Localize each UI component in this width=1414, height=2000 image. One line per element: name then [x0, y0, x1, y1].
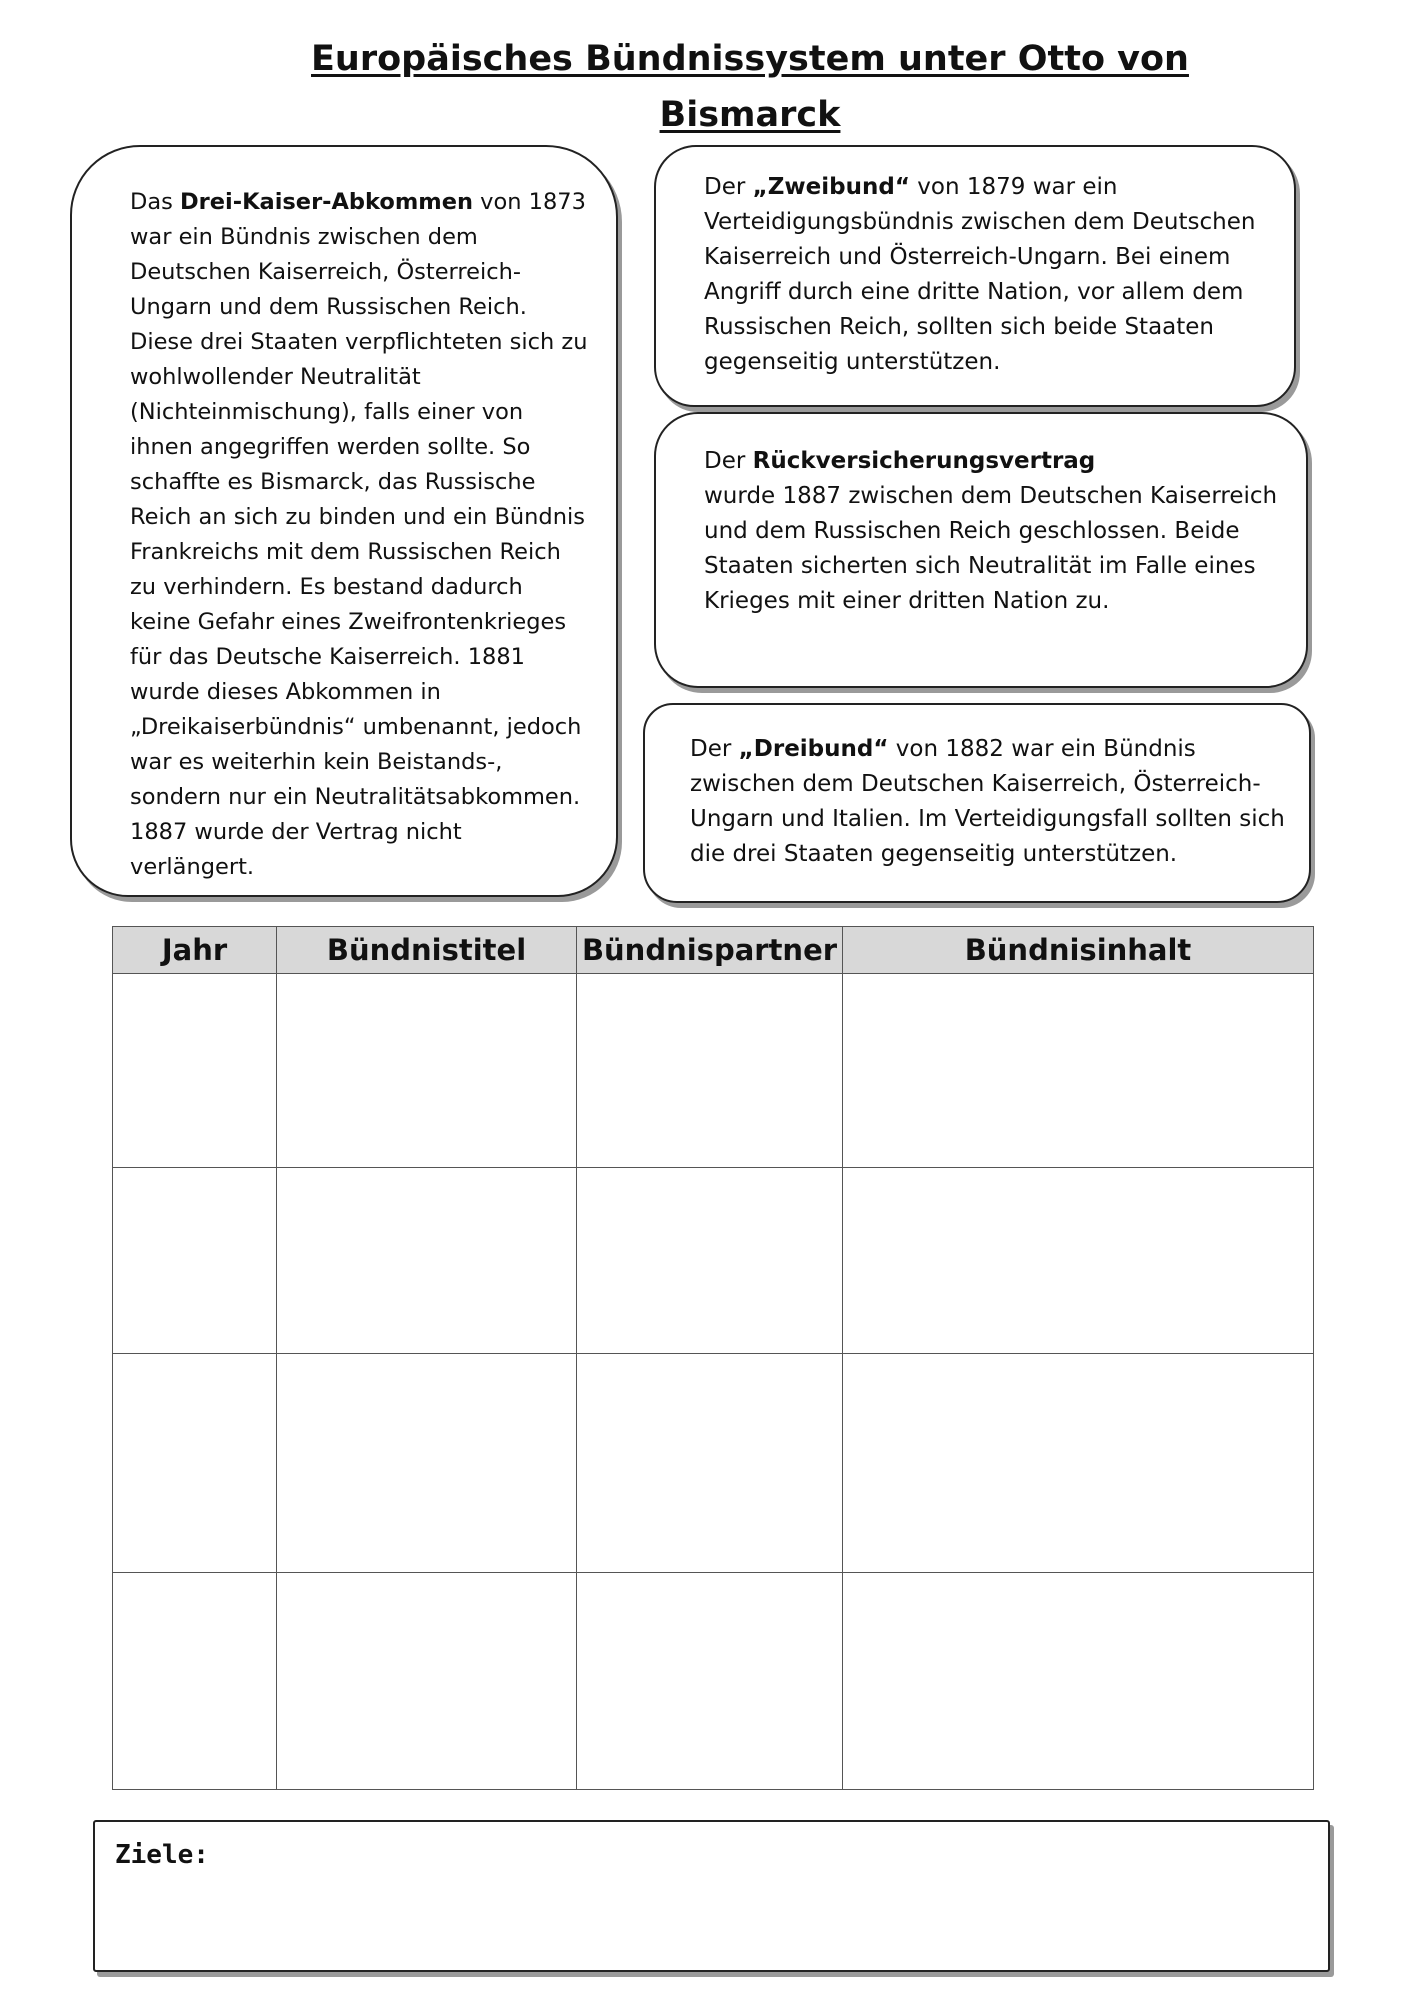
ziele-label: Ziele: — [115, 1840, 209, 1870]
table-cell-jahr[interactable] — [113, 1168, 277, 1354]
page-title-line-2: Bismarck — [659, 95, 841, 135]
info-term: Drei-Kaiser-Abkommen — [180, 189, 474, 215]
info-text-drei-kaiser-abkommen — [130, 185, 590, 885]
info-term: „Dreibund“ — [738, 736, 889, 762]
ziele-box[interactable] — [93, 1820, 1330, 1972]
info-box-zweibund — [654, 145, 1296, 407]
table-cell-buendnispartner[interactable] — [577, 1168, 843, 1354]
info-body: von 1882 war ein Bündnis zwischen dem Deutschen Kaiserreich, Österreich-Ungarn und Italien. Im Verteidigungsfall sollten sich die drei Staaten gegenseitig unterstützen. — [690, 736, 1285, 867]
column-header-buendnisinhalt: Bündnisinhalt — [843, 927, 1314, 974]
info-body: von 1879 war ein Verteidigungsbündnis zwischen dem Deutschen Kaiserreich und Österreich-Ungarn. Bei einem Angriff durch eine dritte Nation, vor allem dem Russischen Reich, sollten sich beide Staaten gegenseitig unterstützen. — [704, 174, 1256, 375]
alliance-table — [112, 926, 1314, 1790]
table-cell-buendnisinhalt[interactable] — [843, 1354, 1314, 1573]
table-row — [113, 1573, 1314, 1790]
table-cell-jahr[interactable] — [113, 1354, 277, 1573]
table-cell-buendnistitel[interactable] — [277, 1573, 577, 1790]
table-row — [113, 974, 1314, 1168]
info-intro: Der — [704, 448, 753, 474]
info-body: von 1873 war ein Bündnis zwischen dem Deutschen Kaiserreich, Österreich-Ungarn und dem Russischen Reich. Diese drei Staaten verpflichteten sich zu wohlwollender Neutralität (Nichteinmischung), falls einer von ihnen angegriffen werden sollte. So schaffte es Bismarck, das Russische Reich an sich zu binden und ein Bündnis Frankreichs mit dem Russischen Reich zu verhindern. Es bestand dadurch keine Gefahr eines Zweifrontenkrieges für das Deutsche Kaiserreich. 1881 wurde dieses Abkommen in „Dreikaiserbündnis“ umbenannt, jedoch war es weiterhin kein Beistands-, sondern nur ein Neutralitätsabkommen. 1887 wurde der Vertrag nicht verlängert. — [130, 189, 588, 880]
table-cell-buendnistitel[interactable] — [277, 1354, 577, 1573]
info-intro: Das — [130, 189, 180, 215]
info-box-dreibund — [643, 703, 1311, 903]
info-term: „Zweibund“ — [752, 174, 910, 200]
info-box-rueckversicherungsvertrag — [654, 412, 1308, 688]
table-row — [113, 1354, 1314, 1573]
table-row — [113, 1168, 1314, 1354]
table-cell-buendnisinhalt[interactable] — [843, 974, 1314, 1168]
table-cell-buendnispartner[interactable] — [577, 974, 843, 1168]
column-header-buendnistitel: Bündnistitel — [277, 927, 577, 974]
info-term: Rückversicherungsvertrag — [752, 448, 1096, 474]
info-body: wurde 1887 zwischen dem Deutschen Kaiserreich und dem Russischen Reich geschlossen. Beide Staaten sicherten sich Neutralität im Falle eines Krieges mit einer dritten Nation zu. — [704, 483, 1278, 614]
table-cell-buendnisinhalt[interactable] — [843, 1168, 1314, 1354]
table-cell-jahr[interactable] — [113, 974, 277, 1168]
column-header-buendnispartner: Bündnispartner — [577, 927, 843, 974]
info-box-drei-kaiser-abkommen — [70, 145, 618, 897]
table-cell-buendnispartner[interactable] — [577, 1573, 843, 1790]
page-title-line-1: Europäisches Bündnissystem unter Otto von — [311, 39, 1189, 79]
info-text-dreibund — [690, 732, 1289, 872]
info-text-zweibund — [704, 170, 1274, 380]
info-intro: Der — [690, 736, 739, 762]
table-cell-buendnistitel[interactable] — [277, 1168, 577, 1354]
info-intro: Der — [704, 174, 753, 200]
table-cell-jahr[interactable] — [113, 1573, 277, 1790]
info-text-rueckversicherungsvertrag — [704, 444, 1286, 619]
table-header-row — [113, 927, 1314, 974]
table-cell-buendnisinhalt[interactable] — [843, 1573, 1314, 1790]
table-cell-buendnispartner[interactable] — [577, 1354, 843, 1573]
column-header-jahr: Jahr — [113, 927, 277, 974]
table-cell-buendnistitel[interactable] — [277, 974, 577, 1168]
